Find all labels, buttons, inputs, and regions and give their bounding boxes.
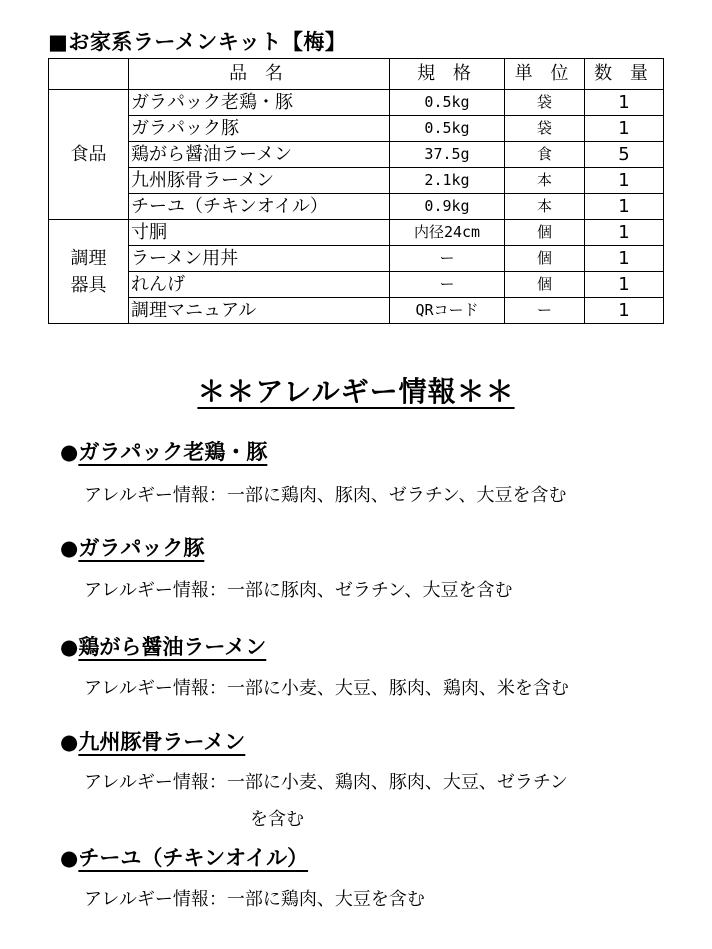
allergy-item-title <box>60 436 267 466</box>
item-name: ガラパック老鶏・豚 <box>129 90 390 116</box>
item-qty: 1 <box>585 298 664 324</box>
allergy-info-line-continued: を含む <box>250 809 304 830</box>
allergy-item-name: ガラパック老鶏・豚 <box>78 440 268 464</box>
allergy-item-name: 九州豚骨ラーメン <box>78 730 246 754</box>
item-spec: QRコード <box>390 298 505 324</box>
allergy-item-name: 鶏がら醤油ラーメン <box>78 635 267 659</box>
item-unit: 本 <box>505 194 585 220</box>
item-spec: ー <box>390 272 505 298</box>
allergy-info-line: アレルギー情報：一部に小麦、鶏肉、豚肉、大豆、ゼラチン <box>84 772 568 793</box>
bullet-icon: ● <box>60 536 79 560</box>
item-unit: 本 <box>505 168 585 194</box>
item-unit: 個 <box>505 220 585 246</box>
item-unit: 袋 <box>505 116 585 142</box>
item-spec: 0.5kg <box>390 90 505 116</box>
item-spec: 内径24cm <box>390 220 505 246</box>
table-row <box>49 194 664 220</box>
allergy-item-name: ガラパック豚 <box>78 536 205 560</box>
table-row <box>49 220 664 246</box>
item-spec: 37.5g <box>390 142 505 168</box>
table-row <box>49 90 664 116</box>
table-row <box>49 142 664 168</box>
allergy-item-title <box>60 726 245 756</box>
category-food: 食品 <box>49 90 129 220</box>
item-qty: 1 <box>585 246 664 272</box>
bullet-icon: ● <box>60 846 79 870</box>
category-line: 調理 <box>70 247 107 269</box>
category-utensils <box>49 220 129 324</box>
table-row <box>49 116 664 142</box>
header-cell-qty: 数 量 <box>585 59 664 90</box>
page-title: ■お家系ラーメンキット【梅】 <box>48 30 347 54</box>
allergy-item-title <box>60 631 266 661</box>
item-unit: 袋 <box>505 90 585 116</box>
item-name: 寸胴 <box>129 220 390 246</box>
allergy-item-title <box>60 532 204 562</box>
item-spec: ー <box>390 246 505 272</box>
item-qty: 1 <box>585 168 664 194</box>
item-qty: 1 <box>585 90 664 116</box>
table-row <box>49 298 664 324</box>
header-cell-blank <box>49 59 129 90</box>
allergy-info-line: アレルギー情報：一部に鶏肉、大豆を含む <box>84 889 425 910</box>
item-qty: 1 <box>585 194 664 220</box>
item-name: ラーメン用丼 <box>129 246 390 272</box>
item-qty: 1 <box>585 220 664 246</box>
item-unit: ー <box>505 298 585 324</box>
table-row <box>49 168 664 194</box>
allergy-info-line: アレルギー情報：一部に小麦、大豆、豚肉、鶏肉、米を含む <box>84 678 569 699</box>
item-unit: 個 <box>505 246 585 272</box>
kit-contents-table <box>48 58 664 324</box>
allergy-section-heading <box>0 370 712 410</box>
item-qty: 1 <box>585 116 664 142</box>
item-name: チーユ（チキンオイル） <box>129 194 390 220</box>
item-spec: 2.1kg <box>390 168 505 194</box>
item-spec: 0.5kg <box>390 116 505 142</box>
item-spec: 0.9kg <box>390 194 505 220</box>
item-unit: 個 <box>505 272 585 298</box>
header-cell-unit: 単 位 <box>505 59 585 90</box>
category-line: 器具 <box>70 274 107 296</box>
item-name: れんげ <box>129 272 390 298</box>
allergy-item-name: チーユ（チキンオイル） <box>78 846 309 870</box>
header-cell-name: 品 名 <box>129 59 390 90</box>
table-row <box>49 272 664 298</box>
item-name: 調理マニュアル <box>129 298 390 324</box>
table-row <box>49 246 664 272</box>
bullet-icon: ● <box>60 440 79 464</box>
item-qty: 5 <box>585 142 664 168</box>
item-unit: 食 <box>505 142 585 168</box>
item-qty: 1 <box>585 272 664 298</box>
allergy-info-line: アレルギー情報：一部に鶏肉、豚肉、ゼラチン、大豆を含む <box>84 485 567 506</box>
allergy-item-title <box>60 842 308 872</box>
item-name: 九州豚骨ラーメン <box>129 168 390 194</box>
item-name: 鶏がら醤油ラーメン <box>129 142 390 168</box>
allergy-info-line: アレルギー情報：一部に豚肉、ゼラチン、大豆を含む <box>84 580 513 601</box>
bullet-icon: ● <box>60 635 79 659</box>
item-name: ガラパック豚 <box>129 116 390 142</box>
allergy-heading-text: ＊＊アレルギー情報＊＊ <box>197 375 515 408</box>
bullet-icon: ● <box>60 730 79 754</box>
header-cell-spec: 規 格 <box>390 59 505 90</box>
table-header-row <box>49 59 664 90</box>
